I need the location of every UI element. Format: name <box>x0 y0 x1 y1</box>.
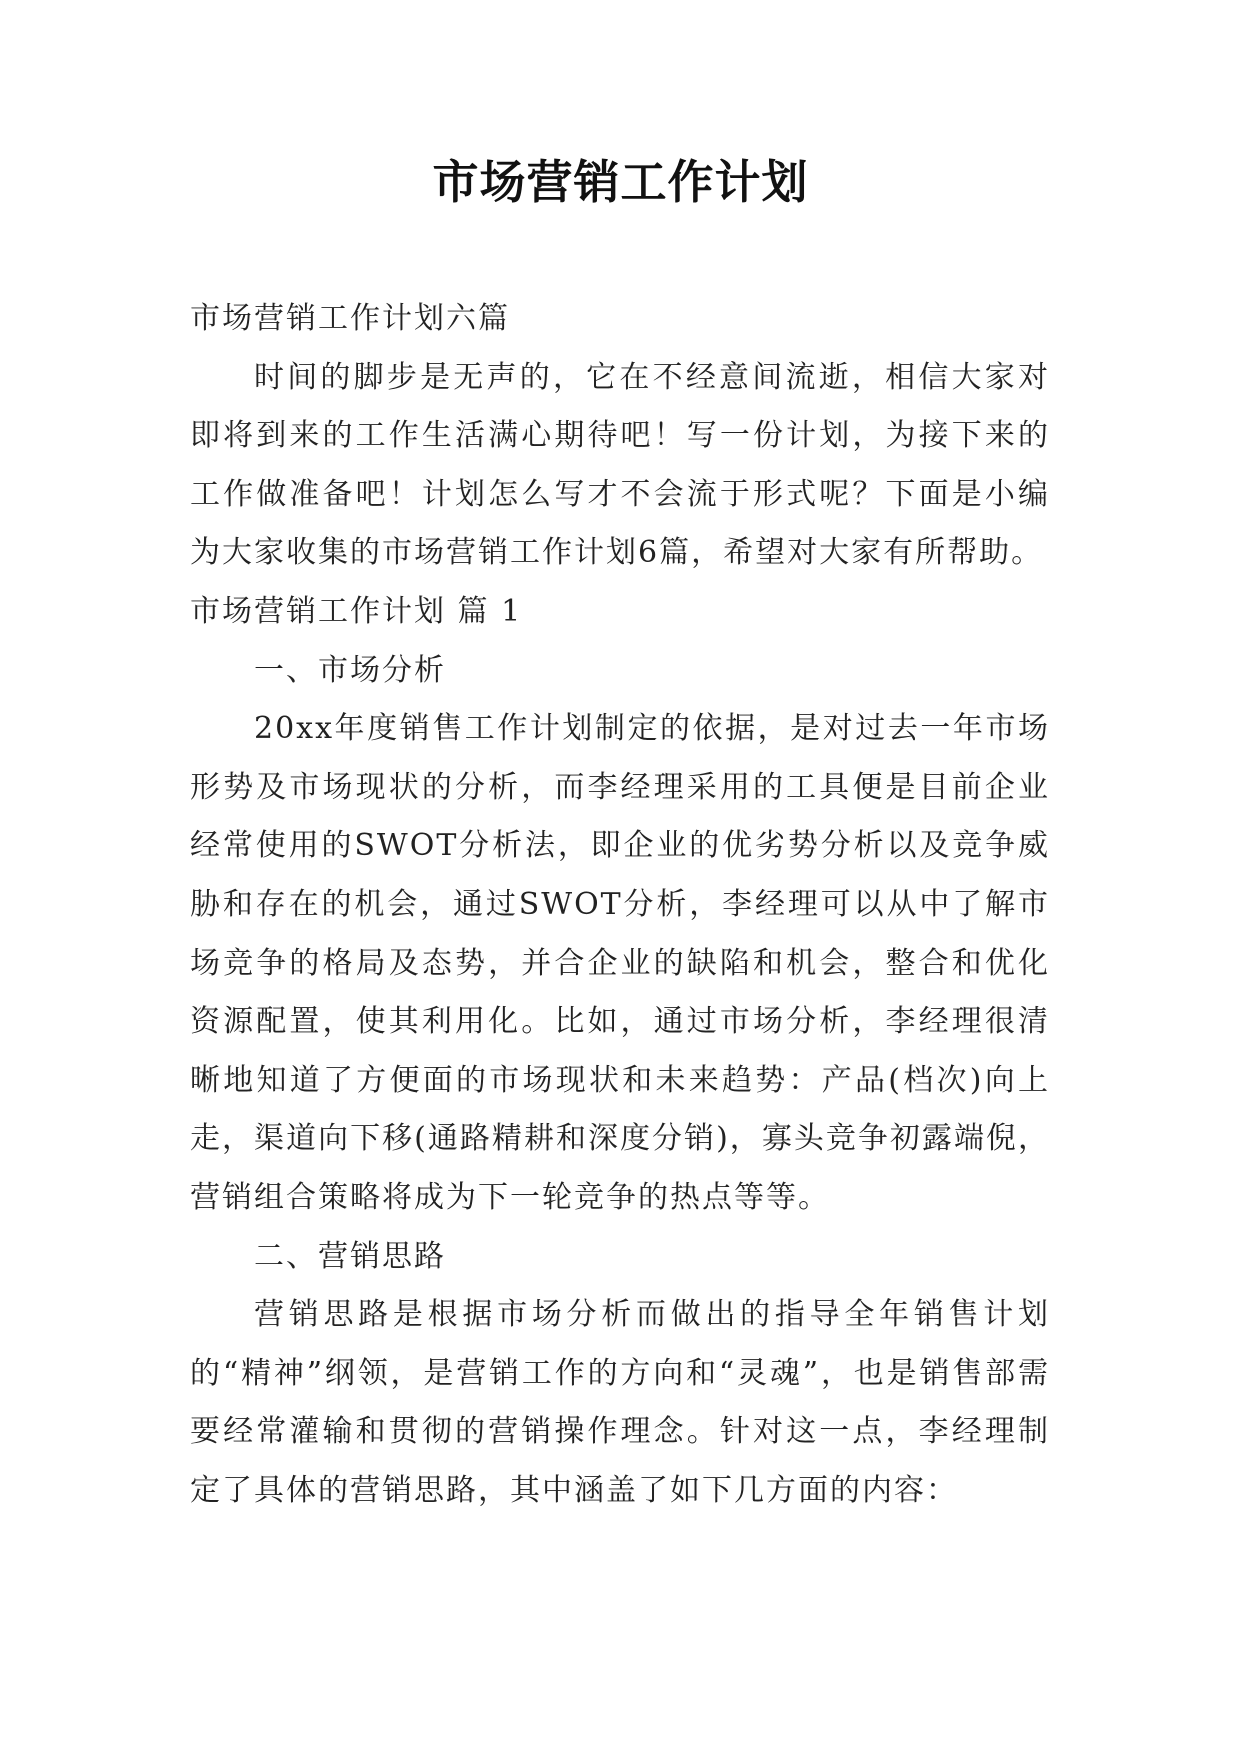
heading-marketing-ideas: 二、营销思路 <box>254 1238 446 1274</box>
market-analysis-paragraph: 20xx年度销售工作计划制定的依据，是对过去一年市场形势及市场现状的分析，而李经理采用的工具便是目前企业经常使用的SWOT分析法，即企业的优劣势分析以及竞争威胁和存在的机会，通过SWOT分析，李经理可以从中了解市场竞争的格局及态势，并合企业的缺陷和机会，整合和优化资源配置，使其利用化。比如，通过市场分析，李经理很清晰地知道了方便面的市场现状和未来趋势：产品(档次)向上走，渠道向下移(通路精耕和深度分销)，寡头竞争初露端倪，营销组合策略将成为下一轮竞争的热点等等。 <box>190 711 1050 1215</box>
heading-market-analysis: 一、市场分析 <box>254 652 446 688</box>
marketing-ideas-paragraph: 营销思路是根据市场分析而做出的指导全年销售计划的“精神”纲领，是营销工作的方向和“灵魂”，也是销售部需要经常灌输和贯彻的营销操作理念。针对这一点，李经理制定了具体的营销思路，其中涵盖了如下几方面的内容： <box>190 1297 1050 1508</box>
document-body <box>190 290 1050 1520</box>
section-title: 市场营销工作计划 篇 1 <box>190 593 523 629</box>
document-title: 市场营销工作计划 <box>432 155 809 209</box>
document-subtitle: 市场营销工作计划六篇 <box>190 301 510 336</box>
intro-paragraph: 时间的脚步是无声的，它在不经意间流逝，相信大家对即将到来的工作生活满心期待吧！写一份计划，为接下来的工作做准备吧！计划怎么写才不会流于形式呢？下面是小编为大家收集的市场营销工作计划6篇，希望对大家有所帮助。 <box>190 359 1050 571</box>
